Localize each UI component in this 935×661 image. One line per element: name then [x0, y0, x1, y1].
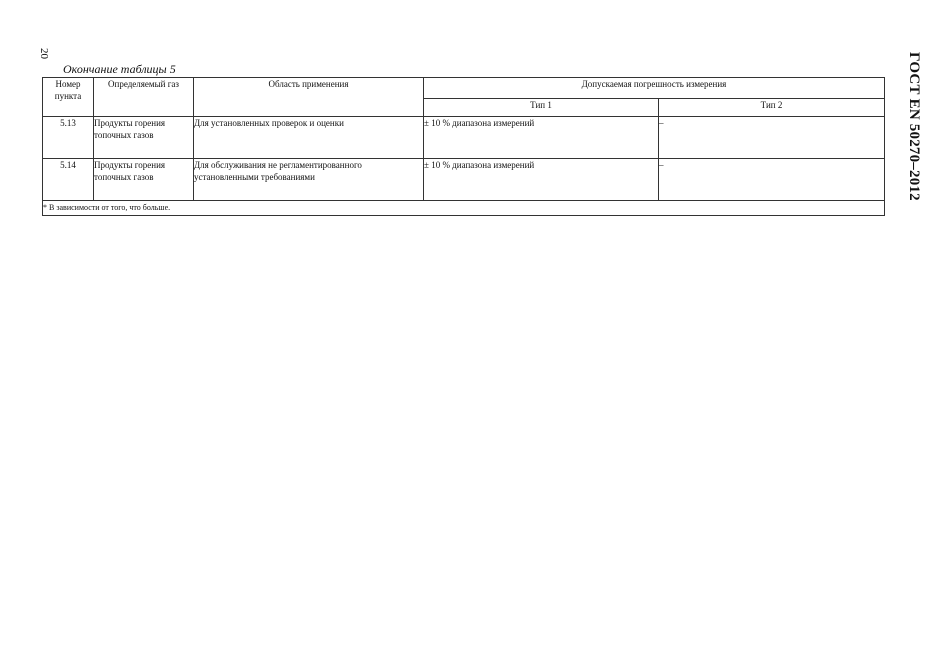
cell-type2: – [659, 159, 885, 201]
table-row-5-13 [43, 117, 885, 159]
page-number: 20 [38, 48, 50, 59]
header-tolerance-group [424, 78, 885, 99]
cell-gas: Продукты горения топочных газов [94, 159, 194, 201]
header-gas-label: Определяемый газ [108, 79, 179, 89]
table-footnote: * В зависимости от того, что больше. [43, 201, 885, 216]
header-type1 [424, 98, 659, 116]
cell-number: 5.14 [43, 159, 94, 201]
header-type2 [659, 98, 885, 116]
header-tolerance-group-label: Допускаемая погрешность измерения [581, 79, 727, 89]
table-body [43, 117, 885, 216]
header-gas [94, 78, 194, 117]
cell-number: 5.13 [43, 117, 94, 159]
header-area [194, 78, 424, 117]
header-type2-label: Тип 2 [760, 99, 783, 110]
footnote-row [43, 201, 885, 216]
cell-type1: ± 10 % диапазона измерений [424, 159, 659, 201]
document-code: ГОСТ EN 50270–2012 [906, 52, 922, 201]
cell-area: Для установленных проверок и оценки [194, 117, 424, 159]
tolerance-table [42, 77, 885, 216]
header-number [43, 78, 94, 117]
table-row-5-14 [43, 159, 885, 201]
table-caption: Окончание таблицы 5 [63, 62, 176, 76]
table-header [43, 78, 885, 117]
cell-area: Для обслуживания не регламентированного установленными требованиями [194, 159, 424, 201]
cell-type1: ± 10 % диапазона измерений [424, 117, 659, 159]
header-area-label: Область применения [268, 79, 349, 89]
cell-type2: – [659, 117, 885, 159]
cell-gas: Продукты горения топочных газов [94, 117, 194, 159]
header-number-label: Номер пункта [54, 79, 82, 101]
header-type1-label: Тип 1 [530, 99, 552, 110]
